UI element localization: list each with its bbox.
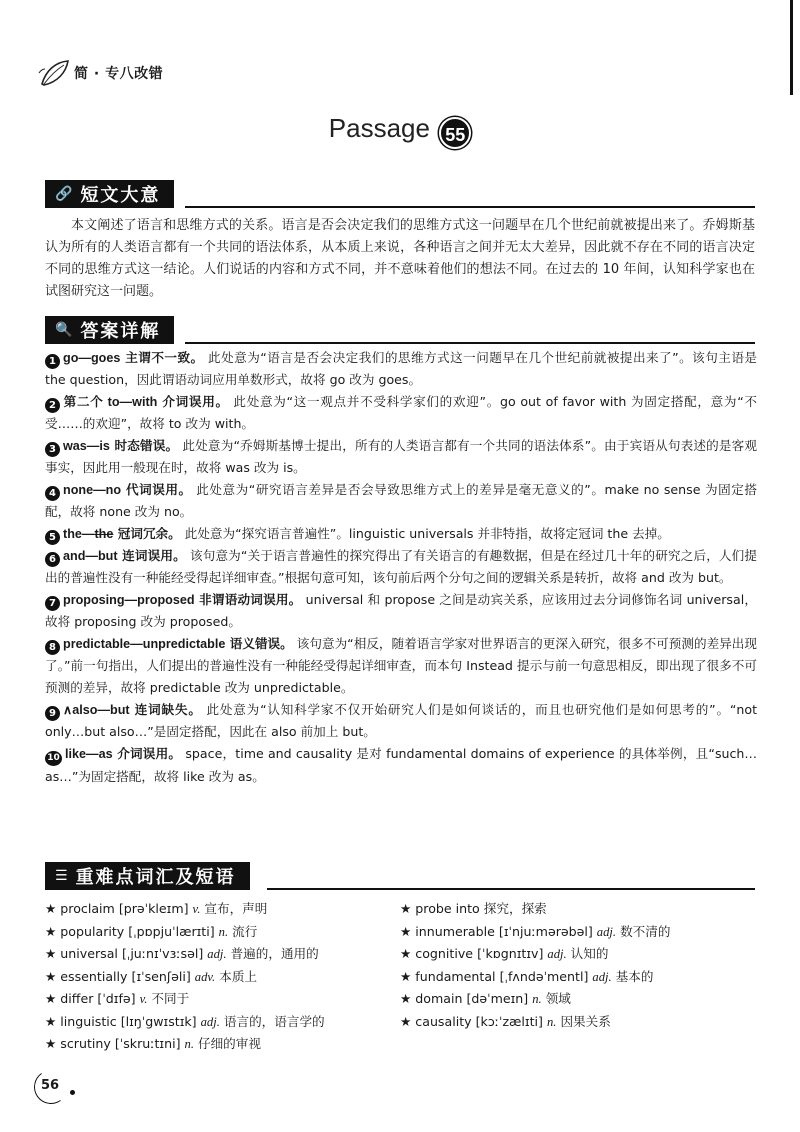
vocab-meaning: 仔细的审视 [197, 1036, 261, 1051]
vocab-entry [400, 921, 670, 944]
item-number-badge: 7 [45, 596, 60, 611]
explanation: 此处意为“乔姆斯基博士提出，所有的人类语言都有一个共同的语法体系”。由于宾语从句表述的是客观事实，因此用一般现在时，故将 was 改为 is。 [45, 438, 757, 475]
vocab-word: popularity [60, 923, 125, 939]
answer-item [45, 347, 757, 391]
series-brand [38, 58, 163, 88]
correction-key: ∧also—but [63, 703, 130, 717]
vocabulary-list-left [45, 898, 325, 1056]
vocab-word: causality [415, 1013, 472, 1029]
vocab-entry [400, 943, 670, 966]
vocab-phonetic: [ˈdɪfə] [97, 991, 136, 1006]
vocab-meaning: 流行 [232, 923, 258, 939]
vocab-phonetic: [ɪˈnjuːmərəbəl] [498, 923, 593, 939]
correction-key: go—goes [63, 351, 121, 365]
vocab-meaning: 认知的 [570, 946, 609, 961]
passage-title-text: Passage [328, 113, 430, 143]
vocab-entry [45, 1033, 325, 1056]
vocab-meaning: 基本的 [615, 968, 654, 984]
vocab-word: fundamental [415, 968, 496, 984]
vocabulary-list-right [400, 898, 670, 1033]
item-number-badge: 2 [45, 398, 60, 413]
vocab-phonetic: [lɪŋˈgwɪstɪk] [120, 1013, 197, 1029]
error-type: 连词缺失。 [129, 702, 202, 717]
section-divider [185, 342, 755, 344]
correction-key: and—but [63, 549, 118, 563]
vocab-entry [45, 921, 325, 944]
explanation: 该句意为“相反，随着语言学家对世界语言的更深入研究，很多不可预测的差异出现了。”前一句指出，人们提出的普遍性没有一种能经受得起详细审查，而本句 Instead 提示与前一句意思相反，即出现了很多不可预测的差异，故将 predictable 改为 unpredictable。 [45, 636, 757, 695]
magnifier-icon: 🔍 [55, 322, 73, 338]
vocab-meaning: 本质上 [219, 968, 257, 984]
explanation: 此处意为“研究语言差异是否会导致思维方式上的差异是毫无意义的”。make no sense 为固定搭配，故将 none 改为 no。 [45, 482, 757, 519]
passage-number-badge: 55 [439, 117, 471, 149]
list-icon: ☰ [55, 868, 68, 884]
vocab-entry [45, 988, 325, 1011]
vocab-phonetic: [ɪˈsenʃəli] [131, 968, 191, 984]
vocab-meaning: 宣布，声明 [204, 901, 268, 916]
vocab-pos: v. [139, 992, 148, 1006]
correction-key: was—is [63, 439, 110, 453]
vocab-meaning: 语言的，语言学的 [223, 1013, 325, 1029]
vocab-phonetic: [ˌjuːnɪˈvɜːsəl] [121, 946, 204, 961]
explanation: 此处意为“探究语言普遍性”。linguistic universals 并非特指，故将定冠词 the 去掉。 [180, 526, 670, 541]
vocab-entry [45, 943, 325, 966]
correction-key: none—no [63, 483, 122, 497]
vocab-phonetic: [ˈskruːtɪni] [114, 1036, 181, 1051]
item-number-badge: 8 [45, 640, 60, 655]
section-divider [185, 206, 755, 208]
item-number-badge: 1 [45, 354, 60, 369]
vocab-entry [45, 966, 325, 989]
vocabulary-tab [45, 862, 250, 890]
struck-article: the [94, 527, 114, 541]
vocabulary-section-header [45, 862, 755, 890]
correction-key: the—the [63, 527, 114, 541]
vocab-word: differ [60, 991, 94, 1006]
star-bullet-icon: ★ [400, 968, 412, 984]
correction-key: 第二个 to—with [63, 395, 158, 409]
vocab-meaning: 不同于 [151, 991, 190, 1006]
summary-heading: 短文大意 [80, 185, 161, 206]
explanation: 此处意为“这一观点并不受科学家们的欢迎”。go out of favor with 为固定搭配，意为“不受……的欢迎”，故将 to 改为 with。 [45, 394, 757, 431]
error-type: 连词误用。 [117, 548, 186, 563]
vocab-word: domain [415, 991, 463, 1006]
vocab-entry [400, 1011, 670, 1034]
star-bullet-icon: ★ [400, 991, 412, 1006]
vocabulary-heading: 重难点词汇及短语 [75, 867, 236, 888]
answer-item [45, 435, 757, 479]
vocab-meaning: 因果关系 [560, 1013, 611, 1029]
vocab-pos: n. [218, 924, 229, 939]
vocab-word: cognitive [415, 946, 474, 961]
error-type: 主谓不一致。 [120, 350, 204, 365]
vocab-entry [400, 988, 670, 1011]
explanation: 该句意为“关于语言普遍性的探究得出了有关语言的有趣数据，但是在经过几十年的研究之后，人们提出的普遍性没有一种能经受得起详细审查。”根据句意可知，该句前后两个分句之间的逻辑关系是转折，故将 and 改为 but。 [45, 548, 757, 585]
vocab-word: linguistic [60, 1013, 117, 1029]
vocab-entry [400, 898, 670, 921]
vocab-phonetic: [dəˈmeɪn] [466, 991, 529, 1006]
page-number-dot [70, 1090, 75, 1095]
vocab-phonetic: [ˌpɒpjuˈlærɪti] [128, 923, 215, 939]
answer-item [45, 479, 757, 523]
star-bullet-icon: ★ [400, 946, 412, 961]
answer-item [45, 699, 757, 743]
answer-item [45, 743, 757, 788]
summary-paragraph: 本文阐述了语言和思维方式的关系。语言是否会决定我们的思维方式这一问题早在几个世纪前就被提出来了。乔姆斯基认为所有的人类语言都有一个共同的语法体系，从本质上来说，各种语言之间并无太大差异，因此就不存在不同的语言决定不同的思维方式这一结论。人们说话的内容和方式不同，并不意味着他们的想法不同。在过去的 10 年间，认知科学家也在试图研究这一问题。 [45, 218, 755, 299]
vocab-phonetic: [prəˈkleɪm] [118, 901, 189, 916]
star-bullet-icon: ★ [45, 946, 57, 961]
margin-rule [790, 0, 793, 95]
error-type: 介词误用。 [112, 746, 182, 761]
vocab-pos: n. [546, 1014, 557, 1029]
page-number [30, 1066, 80, 1106]
answer-item [45, 589, 757, 633]
explanation: 此处意为“认知科学家不仅开始研究人们是如何谈话的，而且也研究他们是如何思考的”。“not only…but also…”是固定搭配，因此在 also 前加上 but。 [45, 702, 758, 739]
vocab-word: innumerable [415, 923, 495, 939]
vocab-pos: n. [532, 992, 542, 1006]
star-bullet-icon: ★ [45, 1013, 57, 1029]
correction-key: proposing—proposed [63, 593, 195, 607]
star-bullet-icon: ★ [45, 968, 57, 984]
item-number-badge: 5 [45, 530, 60, 545]
answer-list [45, 347, 757, 788]
correction-key: like—as [65, 747, 113, 761]
item-number-badge: 9 [45, 706, 60, 721]
vocab-entry [400, 966, 670, 989]
vocab-word: probe into [415, 901, 480, 916]
item-number-badge: 10 [45, 751, 62, 766]
answers-tab [45, 316, 174, 344]
answer-item [45, 391, 757, 435]
vocab-pos: adv. [194, 969, 216, 984]
star-bullet-icon: ★ [400, 1013, 412, 1029]
vocab-phonetic: [ˈkɒgnɪtɪv] [477, 946, 544, 961]
item-number-badge: 3 [45, 442, 60, 457]
vocab-word: essentially [60, 968, 128, 984]
vocab-phonetic: [kɔːˈzælɪti] [475, 1013, 543, 1029]
item-number-badge: 6 [45, 552, 60, 567]
explanation: universal 和 propose 之间是动宾关系，应该用过去分词修饰名词 universal，故将 proposing 改为 proposed。 [45, 592, 757, 629]
correction-key: predictable—unpredictable [63, 637, 226, 651]
vocab-meaning: 普遍的，通用的 [230, 946, 319, 961]
vocab-entry [45, 1011, 325, 1034]
leaf-logo-icon [38, 58, 72, 88]
vocab-word: scrutiny [60, 1036, 111, 1051]
section-divider [267, 888, 755, 890]
vocab-phonetic: [ˌfʌndəˈmentl] [499, 968, 589, 984]
answers-section-header [45, 316, 755, 344]
answer-item [45, 545, 757, 589]
star-bullet-icon: ★ [400, 923, 412, 939]
page-number-label: 56 [41, 1078, 60, 1093]
explanation: 此处意为“语言是否会决定我们的思维方式这一问题早在几个世纪前就被提出来了”。该句主语是 the question，因此谓语动词应用单数形式，故将 go 改为 goes。 [45, 350, 757, 387]
error-type: 时态错误。 [109, 438, 179, 453]
error-type: 冠词冗余。 [113, 526, 181, 541]
summary-tab [45, 180, 174, 208]
vocab-word: universal [60, 946, 118, 961]
answers-heading: 答案详解 [80, 321, 161, 342]
item-number-badge: 4 [45, 486, 60, 501]
summary-section-header [45, 180, 755, 208]
vocab-word: proclaim [60, 901, 115, 916]
error-type: 语义错误。 [225, 636, 293, 651]
vocab-meaning: 数不清的 [620, 923, 671, 939]
vocab-pos: adj. [547, 947, 567, 961]
brand-label: 简 · 专八改错 [74, 66, 164, 82]
error-type: 代词误用。 [121, 482, 192, 497]
vocab-pos: adj. [207, 947, 227, 961]
vocab-pos: v. [192, 902, 201, 916]
link-icon: 🔗 [55, 186, 73, 202]
error-type: 介词误用。 [157, 394, 229, 409]
star-bullet-icon: ★ [45, 991, 57, 1006]
vocab-pos: n. [184, 1037, 194, 1051]
vocab-pos: adj. [592, 969, 612, 984]
vocab-entry [45, 898, 325, 921]
star-bullet-icon: ★ [400, 901, 412, 916]
passage-title [0, 113, 800, 149]
vocab-meaning: 领域 [545, 991, 571, 1006]
star-bullet-icon: ★ [45, 901, 57, 916]
vocab-meaning: 探究，探索 [483, 901, 547, 916]
star-bullet-icon: ★ [45, 1036, 57, 1051]
star-bullet-icon: ★ [45, 923, 57, 939]
error-type: 非谓语动词误用。 [194, 592, 302, 607]
vocab-pos: adj. [200, 1014, 220, 1029]
explanation: space，time and causality 是对 fundamental domains of experience 的具体举例，且“such…as…”为固定搭配，故将 like 改为 as。 [45, 746, 758, 784]
answer-item [45, 523, 757, 545]
answer-item [45, 633, 757, 699]
vocab-pos: adj. [596, 924, 617, 939]
